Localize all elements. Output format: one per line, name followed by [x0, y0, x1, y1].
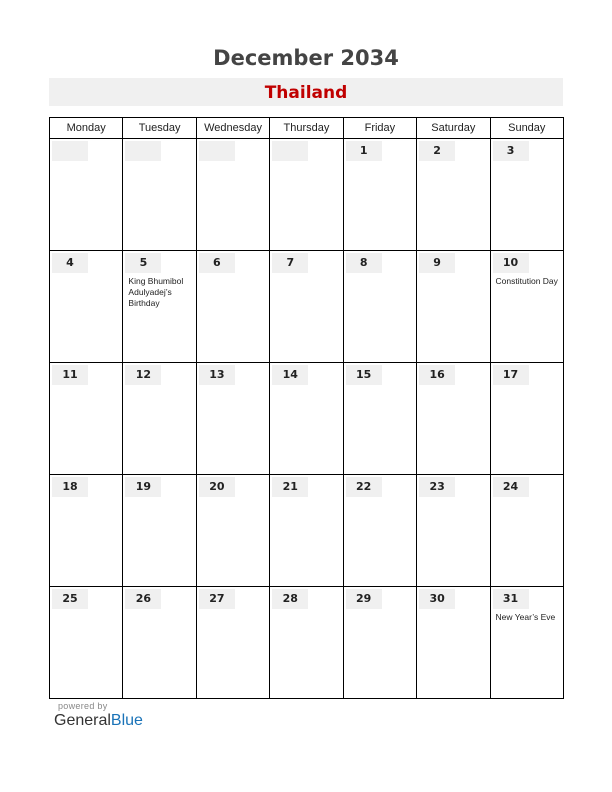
holiday-label: New Year’s Eve — [495, 612, 556, 622]
weekday-wednesday: Wednesday — [196, 118, 269, 139]
day-number: 10 — [493, 253, 529, 273]
day-cell — [123, 587, 196, 699]
week-row — [50, 363, 564, 475]
day-cell — [490, 363, 563, 475]
day-cell — [196, 587, 269, 699]
day-cell — [50, 139, 123, 251]
day-cell — [343, 475, 416, 587]
day-cell — [343, 363, 416, 475]
day-cell — [270, 139, 343, 251]
brand-logo — [54, 712, 143, 730]
day-cell — [343, 139, 416, 251]
day-number: 3 — [493, 141, 529, 161]
day-cell — [196, 475, 269, 587]
calendar-grid — [49, 117, 564, 699]
week-row — [50, 475, 564, 587]
day-cell — [50, 587, 123, 699]
day-number — [199, 141, 235, 161]
day-number: 16 — [419, 365, 455, 385]
day-cell — [417, 475, 490, 587]
day-cell — [490, 251, 563, 363]
week-row — [50, 139, 564, 251]
holiday-label: Constitution Day — [495, 276, 558, 286]
day-cell — [417, 139, 490, 251]
day-number: 30 — [419, 589, 455, 609]
day-number: 21 — [272, 477, 308, 497]
day-number: 27 — [199, 589, 235, 609]
day-number: 12 — [125, 365, 161, 385]
day-cell — [50, 475, 123, 587]
day-cell — [123, 139, 196, 251]
week-row — [50, 251, 564, 363]
weekday-sunday: Sunday — [490, 118, 563, 139]
day-number: 25 — [52, 589, 88, 609]
day-cell — [270, 251, 343, 363]
day-cell — [417, 587, 490, 699]
brand-logo-general: General — [54, 712, 111, 729]
weekday-friday: Friday — [343, 118, 416, 139]
day-cell — [50, 363, 123, 475]
day-number: 24 — [493, 477, 529, 497]
day-number: 5 — [125, 253, 161, 273]
day-number: 17 — [493, 365, 529, 385]
brand-logo-blue: Blue — [110, 712, 143, 729]
day-cell — [50, 251, 123, 363]
day-number: 29 — [346, 589, 382, 609]
weekday-monday: Monday — [50, 118, 123, 139]
day-number: 2 — [419, 141, 455, 161]
day-number: 11 — [52, 365, 88, 385]
day-number: 14 — [272, 365, 308, 385]
calendar-title: December 2034 — [213, 46, 399, 70]
day-cell — [196, 139, 269, 251]
day-number: 18 — [52, 477, 88, 497]
holiday-label: King Bhumibol Adulyadej’s Birthday — [128, 276, 184, 308]
day-number: 20 — [199, 477, 235, 497]
day-cell — [196, 363, 269, 475]
day-cell — [490, 475, 563, 587]
weekday-thursday: Thursday — [270, 118, 343, 139]
day-number — [125, 141, 161, 161]
powered-by-label: powered by — [58, 701, 108, 711]
weekday-header-row — [50, 118, 564, 139]
day-number: 28 — [272, 589, 308, 609]
day-number: 7 — [272, 253, 308, 273]
country-banner — [49, 78, 563, 106]
day-cell — [123, 251, 196, 363]
day-cell — [417, 251, 490, 363]
day-number: 23 — [419, 477, 455, 497]
day-cell — [490, 139, 563, 251]
day-number: 19 — [125, 477, 161, 497]
day-number: 1 — [346, 141, 382, 161]
day-cell — [270, 475, 343, 587]
day-cell — [490, 587, 563, 699]
day-cell — [123, 475, 196, 587]
day-number: 6 — [199, 253, 235, 273]
day-number — [272, 141, 308, 161]
day-number: 15 — [346, 365, 382, 385]
day-cell — [123, 363, 196, 475]
day-cell — [343, 587, 416, 699]
day-number: 31 — [493, 589, 529, 609]
calendar-body — [50, 139, 564, 699]
day-cell — [270, 587, 343, 699]
day-number: 8 — [346, 253, 382, 273]
day-number: 4 — [52, 253, 88, 273]
day-cell — [417, 363, 490, 475]
day-cell — [270, 363, 343, 475]
day-number — [52, 141, 88, 161]
day-cell — [196, 251, 269, 363]
country-name: Thailand — [264, 83, 348, 103]
day-number: 13 — [199, 365, 235, 385]
week-row — [50, 587, 564, 699]
day-cell — [343, 251, 416, 363]
day-number: 22 — [346, 477, 382, 497]
weekday-saturday: Saturday — [417, 118, 490, 139]
weekday-tuesday: Tuesday — [123, 118, 196, 139]
day-number: 26 — [125, 589, 161, 609]
day-number: 9 — [419, 253, 455, 273]
